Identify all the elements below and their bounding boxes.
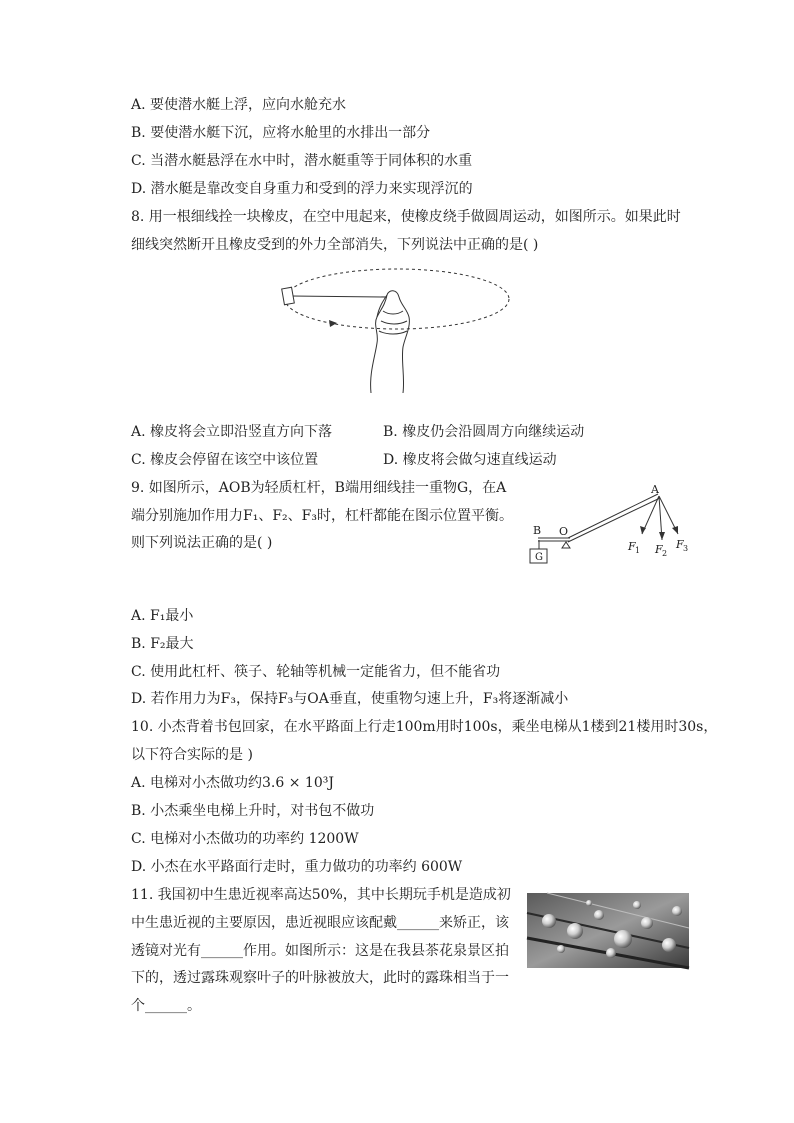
q9-option-d: D. 若作用力为F₃，保持F₃与OA垂直，使重物匀速上升，F₃将逐渐减小 [131,691,569,707]
label-f3: F [676,538,684,551]
q9-figure-lever [522,482,702,572]
label-f1: F [628,540,636,553]
q9-option-a: A. F₁最小 [131,608,194,624]
q11-dewdrop-photo [527,893,689,968]
label-b: B [533,524,542,537]
q10-option-b: B. 小杰乘坐电梯上升时，对书包不做功 [131,803,375,819]
q11-stem-line3: 透镜对光有______作用。如图所示：这是在我县茶花泉景区拍 [131,943,509,959]
q9-option-c: C. 使用此杠杆、筷子、轮轴等机械一定能省力，但不能省功 [131,664,501,680]
q9-option-b: B. F₂最大 [131,636,194,652]
label-f2-sub: 2 [662,549,668,558]
q9-stem-line2: 端分别施加作用力F₁、F₂、F₃时，杠杆都能在图示位置平衡。 [131,508,513,524]
q9-stem-line1: 9. 如图所示，AOB为轻质杠杆，B端用细线挂一重物G，在A [131,480,507,496]
q10-option-d: D. 小杰在水平路面行走时，重力做功的功率约 600W [131,859,463,875]
q9-stem-line3: 则下列说法正确的是( ) [131,535,273,551]
q8-option-d: D. 橡皮将会做匀速直线运动 [383,452,557,468]
q10-stem-line1: 10. 小杰背着书包回家，在水平路面上行走100m用时100s，乘坐电梯从1楼到21楼用时30s， [131,719,718,735]
label-a: A [651,483,659,496]
label-g: G [535,552,543,563]
q7-option-c: C. 当潜水艇悬浮在水中时，潜水艇重等于同体积的水重 [131,153,473,169]
q10-option-c: C. 电梯对小杰做功的功率约 1200W [131,831,359,847]
label-f2: F [655,543,663,556]
q11-stem-line1: 11. 我国初中生患近视率高达50%，其中长期玩手机是造成初 [131,887,511,903]
q11-stem-line2: 中生患近视的主要原因，患近视眼应该配戴______来矫正，该 [131,915,509,931]
label-o: O [559,525,569,538]
q7-option-a: A. 要使潜水艇上浮，应向水舱充水 [131,97,347,113]
q8-stem-line2: 细线突然断开且橡皮受到的外力全部消失，下列说法中正确的是( ) [131,237,539,253]
q8-option-b: B. 橡皮仍会沿圆周方向继续运动 [383,424,585,440]
label-f1-sub: 1 [635,546,641,555]
q8-option-a: A. 橡皮将会立即沿竖直方向下落 [131,424,333,440]
q11-stem-line4: 下的，透过露珠观察叶子的叶脉被放大，此时的露珠相当于一 [131,970,509,986]
q8-stem-line1: 8. 用一根细线拴一块橡皮，在空中甩起来，使橡皮绕手做圆周运动，如图所示。如果此时 [131,209,681,225]
q10-option-a: A. 电梯对小杰做功约3.6 × 10³J [131,775,334,791]
q10-stem-line2: 以下符合实际的是 ) [131,747,253,763]
q8-figure-rubber-circle [275,265,525,395]
label-f3-sub: 3 [683,544,689,553]
q8-option-c: C. 橡皮会停留在该空中该位置 [131,452,319,468]
q7-option-b: B. 要使潜水艇下沉，应将水舱里的水排出一部分 [131,125,431,141]
q11-stem-line5: 个______。 [131,998,201,1014]
q7-option-d: D. 潜水艇是靠改变自身重力和受到的浮力来实现浮沉的 [131,181,473,197]
